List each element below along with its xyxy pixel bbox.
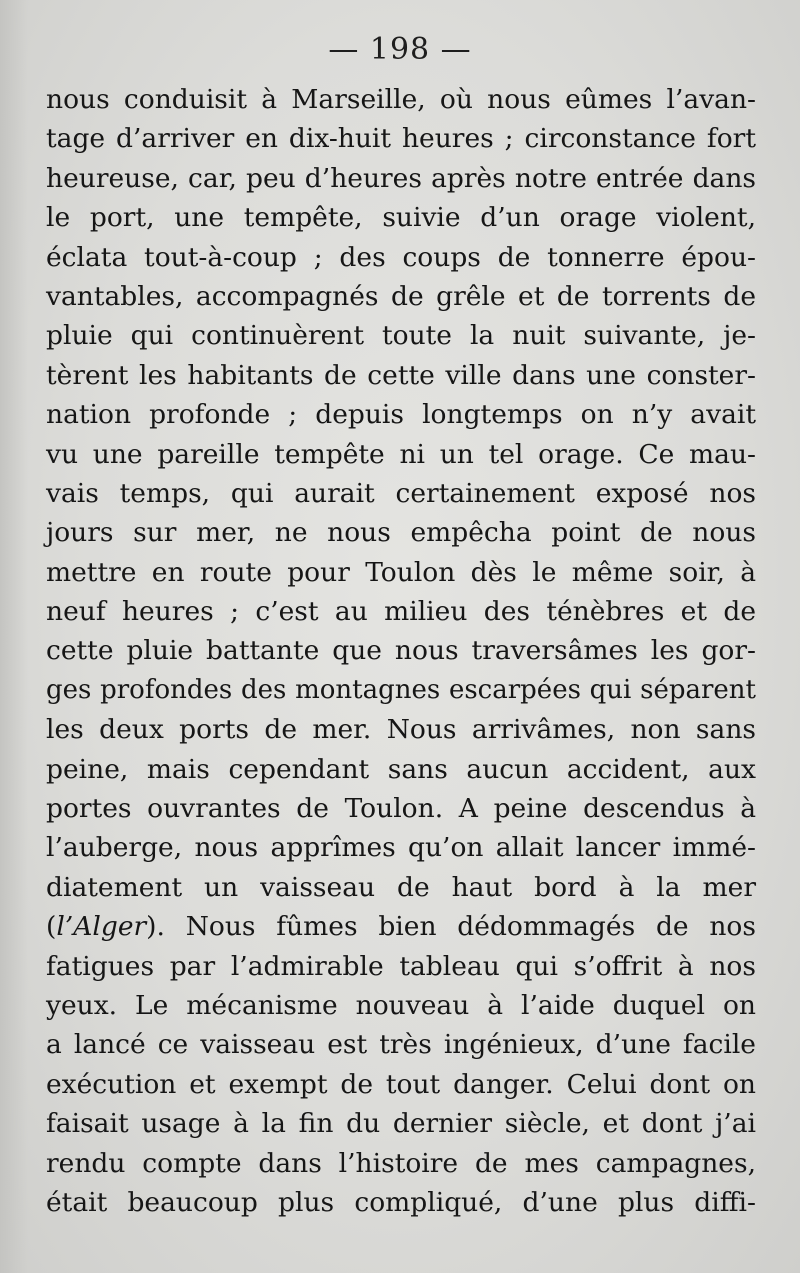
text-line: tèrent les habitants de cette ville dans une conster- [46,359,756,391]
page-number: — 198 — [328,32,472,67]
text-line: tage d’arriver en dix-huit heures ; circonstance fort [46,123,756,155]
text-line: peine, mais cependant sans aucun accident, aux [46,753,756,785]
text-line: heureuse, car, peu d’heures après notre entrée dans [46,162,756,194]
text-line: vantables, accompagnés de grêle et de torrents de [46,280,756,312]
text-line: portes ouvrantes de Toulon. A peine descendus à [46,793,756,825]
text-line: l’auberge, nous apprîmes qu’on allait lancer immé- [46,832,756,864]
text-line: cette pluie battante que nous traversâmes les gor- [46,635,756,667]
text-line-ship-name [46,907,756,946]
text-line: a lancé ce vaisseau est très ingénieux, d’une facile [46,1029,756,1061]
text-line: les deux ports de mer. Nous arrivâmes, non sans [46,714,756,746]
text-line: jours sur mer, ne nous empêcha point de nous [46,517,756,549]
text-line: vais temps, qui aurait certainement exposé nos [46,477,756,509]
text-line: nation profonde ; depuis longtemps on n’y avait [46,399,756,431]
page-edge-shadow [0,0,28,1273]
text-line: éclata tout-à-coup ; des coups de tonnerre épou- [46,241,756,273]
text-line: exécution et exempt de tout danger. Celui dont on [46,1068,756,1100]
ship-name-italic: l’Alger [56,911,147,943]
body-text [46,80,756,1222]
text-line: était beaucoup plus compliqué, d’une plus diffi- [46,1186,756,1218]
text-line: vu une pareille tempête ni un tel orage. Ce mau- [46,438,756,470]
text-line: fatigues par l’admirable tableau qui s’offrit à nos [46,950,756,982]
text-line: le port, une tempête, suivie d’un orage violent, [46,202,756,234]
line-rest: ). Nous fûmes bien dédommagés de nos [146,911,756,943]
text-line: neuf heures ; c’est au milieu des ténèbres et de [46,596,756,628]
text-line: nous conduisit à Marseille, où nous eûmes l’avan- [46,84,756,115]
text-line: rendu compte dans l’histoire de mes campagnes, [46,1147,756,1179]
text-line: faisait usage à la fin du dernier siècle, et dont j’ai [46,1108,756,1140]
text-line: pluie qui continuèrent toute la nuit suivante, je- [46,320,756,352]
text-line: mettre en route pour Toulon dès le même soir, à [46,556,756,588]
text-line: diatement un vaisseau de haut bord à la mer [46,871,756,903]
text-line: yeux. Le mécanisme nouveau à l’aide duquel on [46,989,756,1021]
text-line: ges profondes des montagnes escarpées qui séparent [46,674,756,705]
open-paren: ( [46,911,57,943]
